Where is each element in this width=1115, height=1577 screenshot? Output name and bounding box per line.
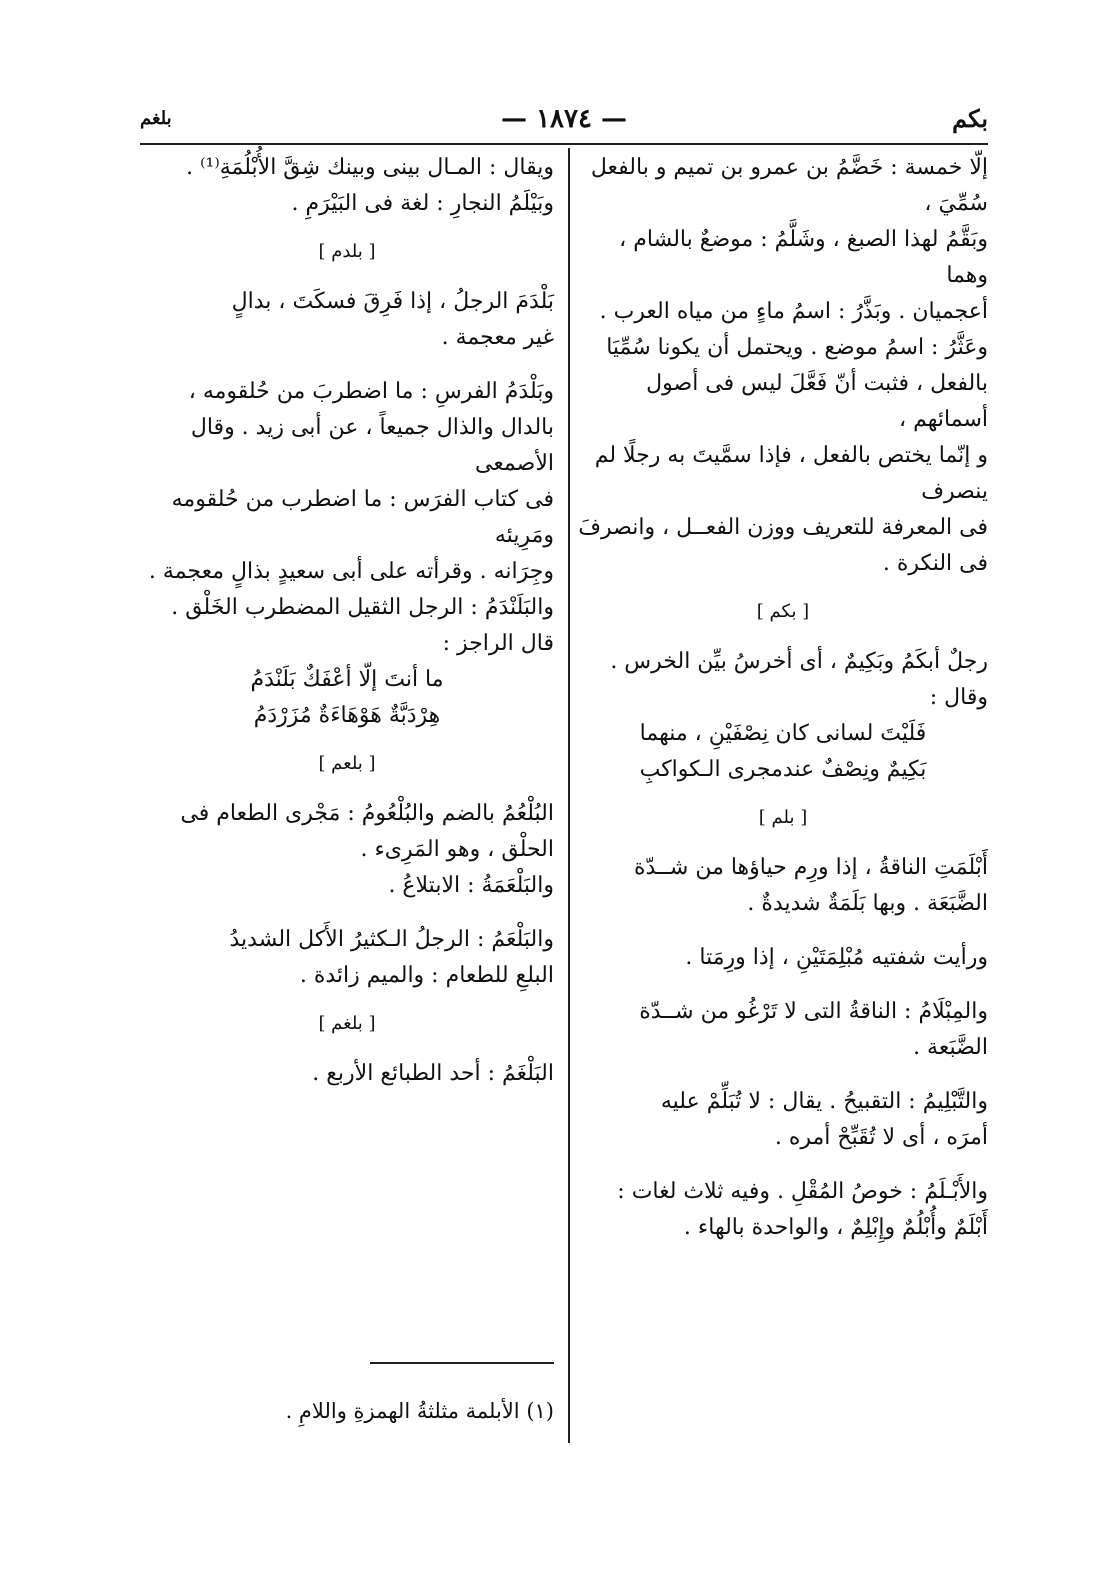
text-line: بَلْدَمَ الرجلُ ، إذا فَرِقَ فسكَتَ ، بدالٍ xyxy=(231,289,554,314)
text-line: وبَيْلَمُ النجارِ : لغة فى البَيْرَمِ . xyxy=(291,191,554,216)
entry-paragraph xyxy=(140,590,554,626)
text-line: بالفعل ، فثبت أنّ فَعَّلَ ليس فى أصول أسمائهم ، xyxy=(646,371,988,432)
header-catchword-right: بكم xyxy=(952,104,988,133)
text-line: أعجميان . وبَذَّرُ : اسمُ ماءٍ من مياه العرب . xyxy=(599,299,988,324)
header-rule xyxy=(140,143,988,145)
text-line: الحلْق ، وهو المَرِىء . xyxy=(360,837,554,862)
text-line: بالدال والذال جميعاً ، عن أبى زيد . وقال الأصمعى xyxy=(190,415,554,476)
text-line: وجِرَانه . وقرأته على أبى سعيدٍ بذالٍ معجمة . xyxy=(148,559,554,584)
text-line: ورأيت شفتيه مُبْلِمَتَيْنِ ، إذا ورِمَتا . xyxy=(685,945,988,970)
text-line: ويقال : المـال بينى وبينك شِقَّ الأُبْلُمَةِ⁽¹⁾ . xyxy=(186,155,554,180)
text-line: غير معجمة . xyxy=(441,325,554,350)
section-heading: [ بلم ] xyxy=(758,807,808,828)
text-line: البُلْعُمُ بالضم والبُلْعُومُ : مَجْرى الطعام فى xyxy=(180,801,554,826)
section-heading: [ بلغم ] xyxy=(318,1013,376,1034)
text-line: أَبْلَمٌ وأُبْلُمٌ وإِبْلِمٌ ، والواحدة بالهاء . xyxy=(683,1215,988,1240)
text-line: أمرَه ، أى لا تُقَبِّحْ أمره . xyxy=(774,1125,988,1150)
text-line: رجلٌ أبكَمُ وبَكِيمٌ ، أى أخرسُ بيِّن الخرس . xyxy=(610,649,988,674)
verse-line: هِرْدَبَّةٌ هَوْهَاءَةٌ مُزَرْدَمُ xyxy=(253,703,441,728)
text-line: والتَّبْلِيمُ : التقبيحُ . يقال : لا تُبَلِّمْ عليه xyxy=(660,1089,988,1114)
verse-line: ما أنتَ إلّا أعْفَكٌ بَلَنْدَمُ xyxy=(250,667,444,692)
text-line: فى النكرة . xyxy=(882,551,988,576)
entry-paragraph xyxy=(140,1056,554,1092)
entry-paragraph xyxy=(578,850,988,922)
entry-paragraph xyxy=(578,1084,988,1156)
entry-paragraph xyxy=(140,374,554,590)
text-line: وبَقَّمُ لهذا الصبغ ، وشَلَّمُ : موضعٌ بالشام ، وهما xyxy=(619,227,988,288)
text-line: والمِبْلَامُ : الناقةُ التى لا تَرْغُو من شــدّة xyxy=(639,999,988,1024)
text-line: والأَبْـلَمُ : خوصُ المُقْلِ . وفيه ثلاث لغات : xyxy=(617,1179,988,1204)
entry-paragraph xyxy=(578,150,988,582)
page-number: — ١٨٧٤ — xyxy=(501,104,627,134)
footnote: (١) الأبلمة مثلثةُ الهمزةِ واللامِ . xyxy=(285,1399,554,1423)
entry-paragraph xyxy=(578,940,988,976)
entry-paragraph xyxy=(578,644,988,716)
verse-line: فَلَيْتَ لسانى كان نِصْفَيْنِ ، منهما xyxy=(639,721,927,746)
text-line: البلعِ للطعام : والميم زائدة . xyxy=(299,963,554,988)
text-line: والبَلْعَمُ : الرجلُ الـكثيرُ الأَكل الشديدُ xyxy=(229,927,554,952)
text-line: والبَلْعَمَةُ : الابتلاعُ . xyxy=(388,873,554,898)
entry-paragraph xyxy=(140,796,554,868)
text-line: وبَلْدَمُ الفرسِ : ما اضطربَ من حُلقومه ، xyxy=(188,379,554,404)
text-line: فى المعرفة للتعريف ووزن الفعــل ، وانصرفَ xyxy=(578,515,988,540)
footnote-rule xyxy=(370,1362,554,1364)
column-divider xyxy=(568,148,570,1443)
entry-paragraph xyxy=(578,1174,988,1246)
section-heading: [ بلدم ] xyxy=(318,241,376,262)
text-line: قال الراجز : xyxy=(442,631,554,656)
section-heading: [ بلعم ] xyxy=(318,753,376,774)
entry-paragraph xyxy=(140,868,554,904)
text-line: إلّا خمسة : خَضَّمُ بن عمرو بن تميم و بالفعل سُمِّيَ ، xyxy=(590,155,988,216)
text-line: والبَلَنْدَمُ : الرجل الثقيل المضطرب الخَلْق . xyxy=(171,595,554,620)
verse xyxy=(140,662,554,734)
text-line: وقال : xyxy=(929,685,988,710)
page-header xyxy=(140,104,988,144)
verse-line: بَكِيمٌ ونِصْفٌ عندمجرى الـكواكبِ xyxy=(639,757,927,782)
entry-paragraph xyxy=(140,284,554,356)
text-line: أَبْلَمَتِ الناقةُ ، إذا ورِم حياؤها من شــدّة xyxy=(633,855,988,880)
header-catchword-left: بلغم xyxy=(140,108,172,129)
verse xyxy=(578,716,988,788)
right-column xyxy=(578,150,988,1246)
text-line: الضَّبَعَة . وبها بَلَمَةٌ شديدةٌ . xyxy=(747,891,988,916)
left-column xyxy=(140,150,554,1092)
text-line: البَلْغَمُ : أحد الطبائع الأربع . xyxy=(312,1061,554,1086)
text-line: فى كتاب الفرَس : ما اضطرب من حُلقومه ومَرِيئه xyxy=(171,487,554,548)
entry-paragraph xyxy=(140,922,554,994)
text-line: وعَثَّرُ : اسمُ موضع . ويحتمل أن يكونا سُمِّيَا xyxy=(606,335,988,360)
text-line: و إنّما يختص بالفعل ، فإذا سمَّيتَ به رجلًا لم ينصرف xyxy=(594,443,988,504)
entry-paragraph xyxy=(578,994,988,1066)
entry-paragraph xyxy=(140,626,554,662)
entry-paragraph xyxy=(140,150,554,186)
text-line: الضَّبَعة . xyxy=(913,1035,988,1060)
entry-paragraph xyxy=(140,186,554,222)
section-heading: [ بكم ] xyxy=(756,601,810,622)
